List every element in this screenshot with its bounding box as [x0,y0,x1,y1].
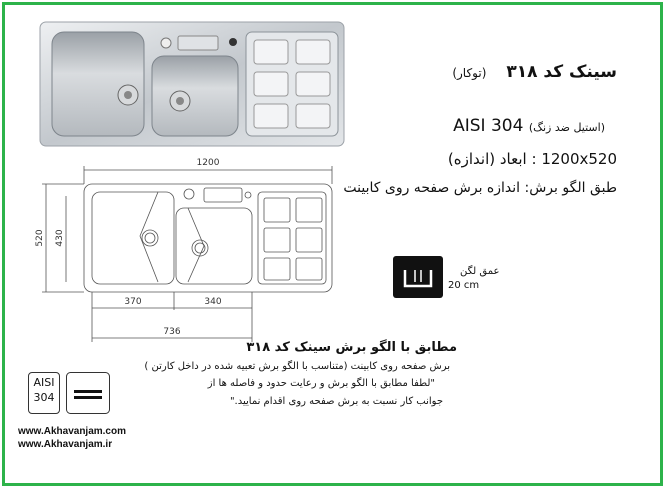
steel-grade-line [453,116,615,136]
website-line-2[interactable]: www.Akhavanjam.ir [18,439,113,450]
notes-line-2: "لطفا مطابق با الگو برش و رعایت حدود و فاصله ها از [207,378,435,389]
cut-template-text: طبق الگو برش: اندازه برش صفحه روی کابینت [343,180,617,196]
product-title-text: سینک کد ۳۱۸ [506,62,617,82]
inner-height-dimension-label: 430 [55,229,65,247]
product-subtitle: (توکار) [452,66,487,80]
bowls-total-dimension-label: 736 [163,327,181,337]
steel-grade: AISI 304 [453,116,524,136]
sink-photo [38,18,348,150]
depth-icon [393,256,443,298]
aisi-badge-line-2: 304 [33,391,55,404]
notes-line-1: برش صفحه روی کابینت (متناسب با الگو برش تعبیه شده در داخل کارتن ) [144,361,450,372]
notes-title: مطابق با الگو برش سینک کد ۳۱۸ [246,340,457,355]
depth-value: 20 cm [448,280,480,291]
dimensions-text: 1200x520 : ابعاد (اندازه) [447,150,617,168]
website-line-1[interactable]: www.Akhavanjam.com [18,426,126,437]
left-bowl-dimension-label: 370 [124,297,142,307]
aisi-badge [28,372,60,414]
technical-drawing [28,150,348,350]
flush-mount-icon [66,372,110,414]
notes-line-3: جوانب کار نسبت به برش صفحه روی اقدام نمایید." [229,396,443,407]
aisi-badge-line-1: AISI [33,376,55,389]
height-dimension-label: 520 [35,229,45,247]
product-title [452,62,617,82]
right-bowl-dimension-label: 340 [204,297,222,307]
steel-note: (استیل ضد زنگ) [528,121,605,134]
depth-label: عمق لگن [460,266,500,277]
width-dimension-label: 1200 [196,158,220,168]
